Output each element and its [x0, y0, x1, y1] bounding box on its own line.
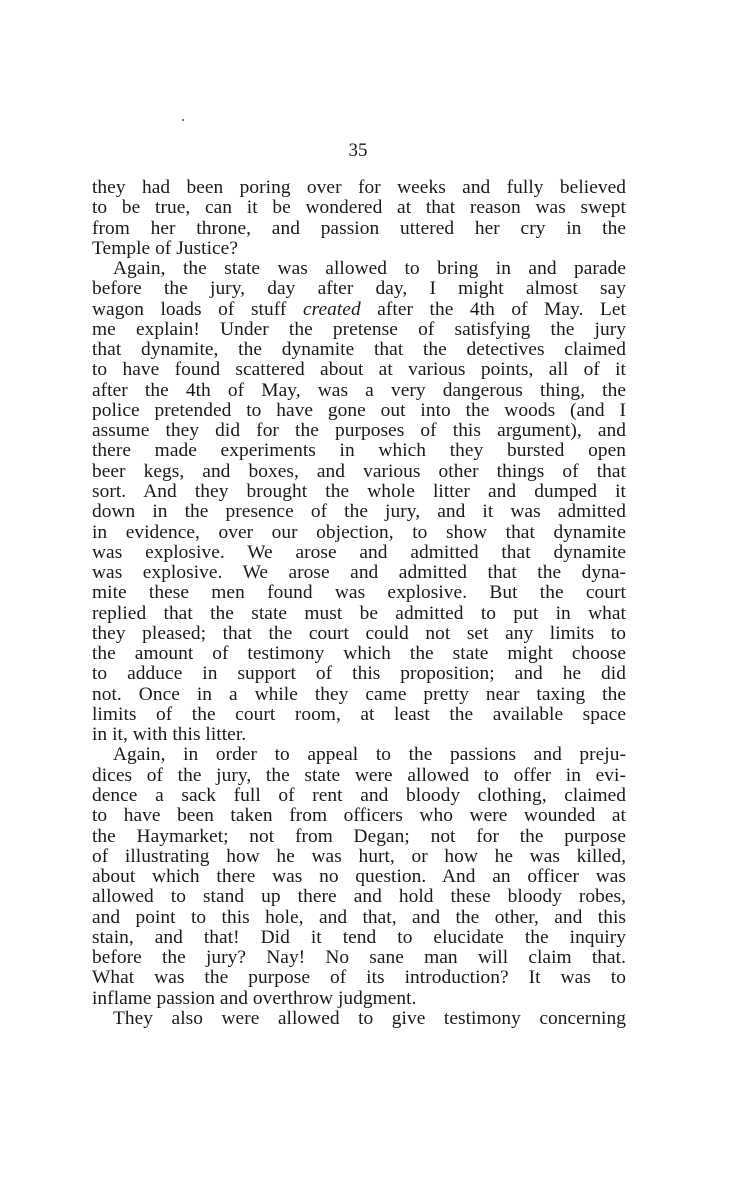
- text-line: stain, and that! Did it tend to elucidate the inquiry: [92, 926, 626, 948]
- italic-emphasis: created: [302, 298, 361, 320]
- text-line: was explosive. We arose and admitted that the dyna-: [92, 562, 626, 584]
- text-line: dices of the jury, the state were allowed to offer in evi-: [92, 764, 626, 786]
- text-line: beer kegs, and boxes, and various other things of that: [92, 460, 626, 482]
- paragraph: [92, 259, 626, 745]
- text-line: sort. And they brought the whole litter and dumped it: [92, 480, 626, 502]
- text-line: allowed to stand up there and hold these bloody robes,: [92, 886, 626, 908]
- text-line: before the jury? Nay! No sane man will claim that.: [92, 947, 626, 969]
- text-line: of illustrating how he was hurt, or how he was killed,: [92, 845, 626, 867]
- text-line: and point to this hole, and that, and the other, and this: [92, 906, 626, 928]
- text-line: down in the presence of the jury, and it was admitted: [92, 501, 626, 523]
- text-line: the Haymarket; not from Degan; not for the purpose: [92, 825, 626, 847]
- text-line: inflame passion and overthrow judgment.: [92, 987, 417, 1009]
- text-line: Again, the state was allowed to bring in and parade: [113, 258, 626, 280]
- text-line: was explosive. We arose and admitted that dynamite: [92, 541, 626, 563]
- text-line: they had been poring over for weeks and fully believed: [92, 177, 626, 198]
- paragraph: [92, 1009, 626, 1029]
- scan-speck: [182, 119, 184, 121]
- text-line: not. Once in a while they came pretty near taxing the: [92, 683, 626, 705]
- text-line: to have been taken from officers who were wounded at: [92, 805, 626, 827]
- paragraph: [92, 178, 626, 259]
- text-line: limits of the court room, at least the available space: [92, 703, 626, 725]
- text-line: Temple of Justice?: [92, 237, 238, 259]
- text-line: from her throne, and passion uttered her cry in the: [92, 217, 626, 239]
- text-line: assume they did for the purposes of this argument), and: [92, 420, 626, 442]
- text-line: before the jury, day after day, I might almost say: [92, 278, 626, 300]
- text-line: mite these men found was explosive. But the court: [92, 582, 626, 604]
- text-line: What was the purpose of its introduction? It was to: [92, 967, 626, 989]
- text-line: in evidence, over our objection, to show that dynamite: [92, 521, 626, 543]
- text-line: after the 4th of May, was a very dangerous thing, the: [92, 379, 626, 401]
- text-line: dence a sack full of rent and bloody clothing, claimed: [92, 784, 626, 806]
- text-line: Again, in order to appeal to the passions and preju-: [113, 744, 626, 766]
- body-text: [92, 178, 626, 1029]
- text-line: they pleased; that the court could not set any limits to: [92, 622, 626, 644]
- text-line: in it, with this litter.: [92, 724, 247, 746]
- text-line: that dynamite, the dynamite that the detectives claimed: [92, 339, 626, 361]
- paragraph: [92, 745, 626, 1008]
- text-line: the amount of testimony which the state might choose: [92, 643, 626, 665]
- text-line: me explain! Under the pretense of satisfying the jury: [92, 318, 626, 340]
- text-line: police pretended to have gone out into the woods (and I: [92, 399, 626, 421]
- text-line: to have found scattered about at various points, all of it: [92, 359, 626, 381]
- page-number: 35: [348, 140, 368, 161]
- text-line: wagon loads of stuff created after the 4th of May. Let: [92, 298, 626, 320]
- text-line: there made experiments in which they bursted open: [92, 440, 626, 462]
- text-line: to be true, can it be wondered at that reason was swept: [92, 197, 626, 219]
- text-line: to adduce in support of this proposition; and he did: [92, 663, 626, 685]
- text-line: about which there was no question. And an officer was: [92, 866, 626, 888]
- text-line: replied that the state must be admitted to put in what: [92, 602, 626, 624]
- text-line: They also were allowed to give testimony concerning: [113, 1007, 626, 1029]
